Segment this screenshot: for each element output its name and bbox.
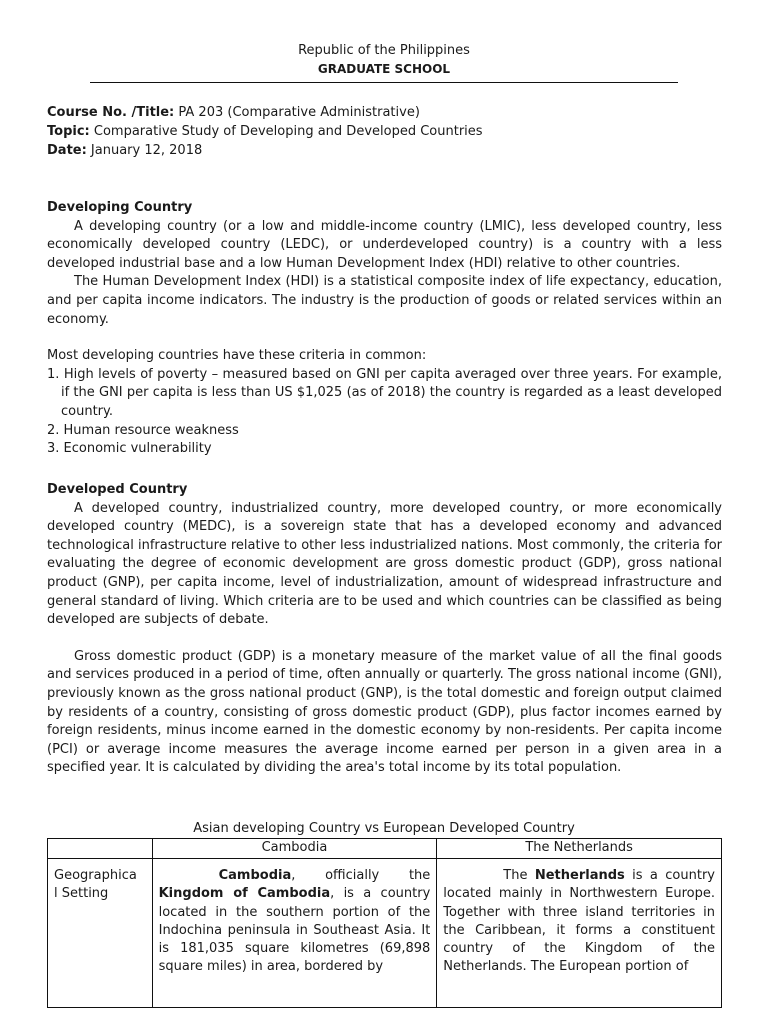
table-caption: Asian developing Country vs European Developed Country — [193, 821, 575, 836]
course-line — [47, 103, 420, 122]
topic-value: Comparative Study of Developing and Developed Countries — [89, 124, 483, 139]
table-header-empty — [48, 839, 153, 859]
cambodia-cell: Cambodia, officially the Kingdom of Cambodia, is a country located in the southern portion of the Indochina peninsula in Southeast Asia. It is 181,035 square kilometres (69,898 square miles) in area, bordered by — [152, 859, 437, 1008]
comparison-table — [47, 838, 722, 1008]
criteria-item: 2. Human resource weakness — [47, 422, 239, 438]
criteria-list — [47, 366, 722, 459]
table-header-row — [48, 839, 722, 859]
header-republic: Republic of the Philippines — [298, 43, 470, 58]
cambodia-name: Cambodia — [218, 868, 292, 883]
netherlands-cell: The Netherlands is a country located mainly in Northwestern Europe. Together with three island territories in the Caribbean, it forms a constituent country of the Kingdom of the Netherlands. The European portion of — [437, 859, 722, 1008]
developed-paragraph-2: Gross domestic product (GDP) is a monetary measure of the market value of all the final goods and services produced in a period of time, often annually or quarterly. The gross national income (GNI), previously known as the gross national product (GNP), is the total domestic and foreign output claimed by residents of a country, consisting of gross domestic product (GDP), plus factor incomes earned by foreign residents, minus income earned in the domestic economy by non-residents. Per capita income (PCI) or average income measures the average income earned per person in a given area in a specified year. It is calculated by dividing the area's total income by its total population. — [47, 648, 722, 776]
date-line — [47, 141, 202, 160]
course-value: PA 203 (Comparative Administrative) — [174, 105, 420, 120]
criteria-item: 1. High levels of poverty – measured based on GNI per capita averaged over three years. For example, if the GNI per capita is less than US $1,025 (as of 2018) the country is regarded as a least developed country. — [47, 366, 722, 419]
table-row — [48, 859, 722, 1008]
developing-heading: Developing Country — [47, 200, 193, 215]
developing-paragraph-1: A developing country (or a low and middle-income country (LMIC), less developed country, less economically developed country (LEDC), or underdeveloped country) is a country with a less developed industrial base and a low Human Development Index (HDI) relative to other countries. — [47, 218, 722, 271]
date-value: January 12, 2018 — [86, 143, 203, 158]
date-label: Date: — [47, 143, 87, 158]
developed-heading: Developed Country — [47, 482, 188, 497]
criteria-item: 3. Economic vulnerability — [47, 441, 212, 457]
topic-label: Topic: — [47, 124, 90, 139]
criteria-intro: Most developing countries have these criteria in common: — [47, 348, 427, 364]
course-label: Course No. /Title: — [47, 105, 175, 120]
netherlands-name: Netherlands — [534, 868, 625, 883]
cambodia-official-name: Kingdom of Cambodia — [158, 886, 331, 902]
topic-line — [47, 122, 483, 141]
table-header-cambodia: Cambodia — [152, 839, 437, 859]
developed-paragraph-1: A developed country, industrialized country, more developed country, or more economically developed country (MEDC), is a sovereign state that has a developed economy and advanced technological infrastructure relative to other less industrialized nations. Most commonly, the criteria for evaluating the degree of economic development are gross domestic product (GDP), gross national product (GNP), per capita income, level of industrialization, amount of widespread infrastructure and general standard of living. Which criteria are to be used and which countries can be classified as being developed are subjects of debate. — [47, 500, 722, 628]
developing-section — [47, 199, 722, 459]
table-header-netherlands: The Netherlands — [437, 839, 722, 859]
row-label-geographical-setting: Geographical Setting — [48, 859, 153, 1008]
header-graduate-school: GRADUATE SCHOOL — [317, 62, 451, 76]
developed-section — [47, 481, 722, 778]
developing-paragraph-2: The Human Development Index (HDI) is a statistical composite index of life expectancy, education, and per capita income indicators. The industry is the production of goods or related services within an economy. — [47, 274, 722, 327]
header-divider — [90, 82, 678, 83]
